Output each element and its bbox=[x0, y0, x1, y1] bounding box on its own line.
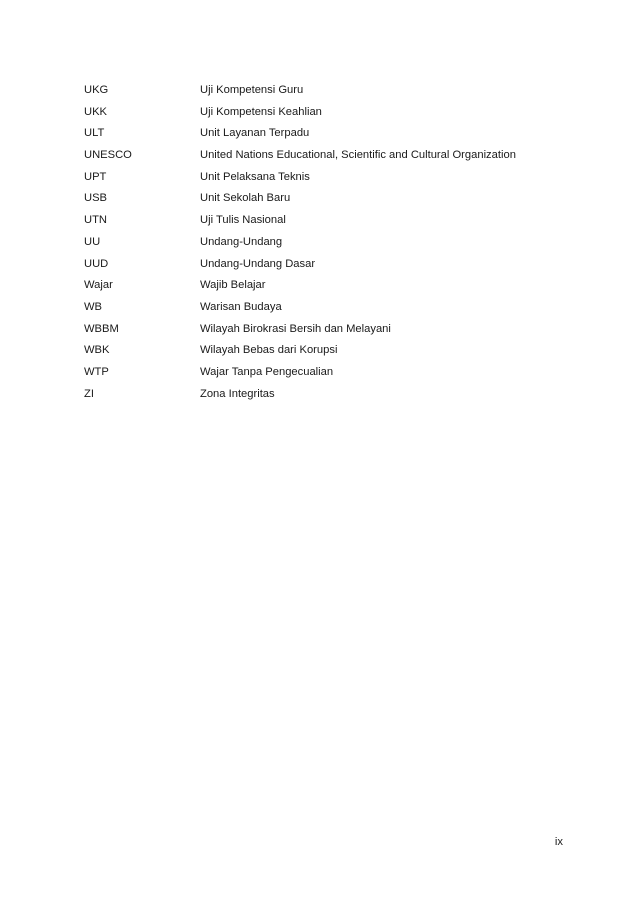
abbreviation-row bbox=[84, 362, 584, 384]
abbreviation-term: UUD bbox=[84, 257, 109, 270]
abbreviation-row bbox=[84, 80, 584, 102]
abbreviation-term: WTP bbox=[84, 365, 109, 378]
abbreviation-definition: Unit Sekolah Baru bbox=[200, 192, 291, 205]
abbreviation-definition: United Nations Educational, Scientific and Cultural Organization bbox=[200, 149, 516, 162]
abbreviation-list bbox=[84, 80, 584, 405]
abbreviation-definition: Undang-Undang bbox=[200, 235, 283, 248]
abbreviation-definition: Wilayah Bebas dari Korupsi bbox=[200, 344, 338, 357]
abbreviation-definition: Uji Kompetensi Guru bbox=[200, 84, 304, 96]
abbreviation-definition: Unit Pelaksana Teknis bbox=[200, 170, 310, 183]
abbreviation-term: WB bbox=[84, 300, 103, 313]
abbreviation-definition: Wajar Tanpa Pengecualian bbox=[200, 365, 334, 378]
abbreviation-definition: Wajib Belajar bbox=[200, 279, 266, 292]
abbreviation-row bbox=[84, 123, 584, 145]
abbreviation-definition: Warisan Budaya bbox=[200, 300, 282, 313]
abbreviation-definition: Zona Integritas bbox=[200, 387, 275, 400]
abbreviation-term: UPT bbox=[84, 170, 107, 183]
abbreviation-definition: Wilayah Birokrasi Bersih dan Melayani bbox=[200, 322, 391, 335]
abbreviation-definition: Unit Layanan Terpadu bbox=[200, 127, 310, 140]
abbreviation-row bbox=[84, 384, 584, 406]
abbreviation-row bbox=[84, 210, 584, 232]
abbreviation-row bbox=[84, 232, 584, 254]
abbreviation-row bbox=[84, 188, 584, 210]
abbreviation-term: WBBM bbox=[84, 322, 119, 335]
abbreviation-term: ULT bbox=[84, 127, 105, 140]
abbreviation-row bbox=[84, 145, 584, 167]
abbreviation-term: UTN bbox=[84, 214, 107, 227]
abbreviation-term: Wajar bbox=[84, 279, 113, 292]
abbreviation-term: WBK bbox=[84, 344, 110, 357]
abbreviation-term: UU bbox=[84, 235, 101, 248]
abbreviation-row bbox=[84, 275, 584, 297]
abbreviation-term: UKK bbox=[84, 105, 108, 118]
page-number: ix bbox=[554, 836, 563, 848]
abbreviation-term: ZI bbox=[84, 387, 94, 400]
abbreviation-row bbox=[84, 254, 584, 276]
abbreviation-row bbox=[84, 167, 584, 189]
abbreviation-definition: Uji Kompetensi Keahlian bbox=[200, 105, 322, 118]
abbreviation-row bbox=[84, 102, 584, 124]
abbreviation-row bbox=[84, 340, 584, 362]
abbreviation-term: USB bbox=[84, 192, 108, 205]
abbreviation-definition: Undang-Undang Dasar bbox=[200, 257, 316, 270]
abbreviation-term: UNESCO bbox=[84, 149, 132, 162]
abbreviation-definition: Uji Tulis Nasional bbox=[200, 214, 286, 227]
abbreviation-row bbox=[84, 297, 584, 319]
abbreviation-term: UKG bbox=[84, 84, 109, 96]
abbreviation-row bbox=[84, 319, 584, 341]
